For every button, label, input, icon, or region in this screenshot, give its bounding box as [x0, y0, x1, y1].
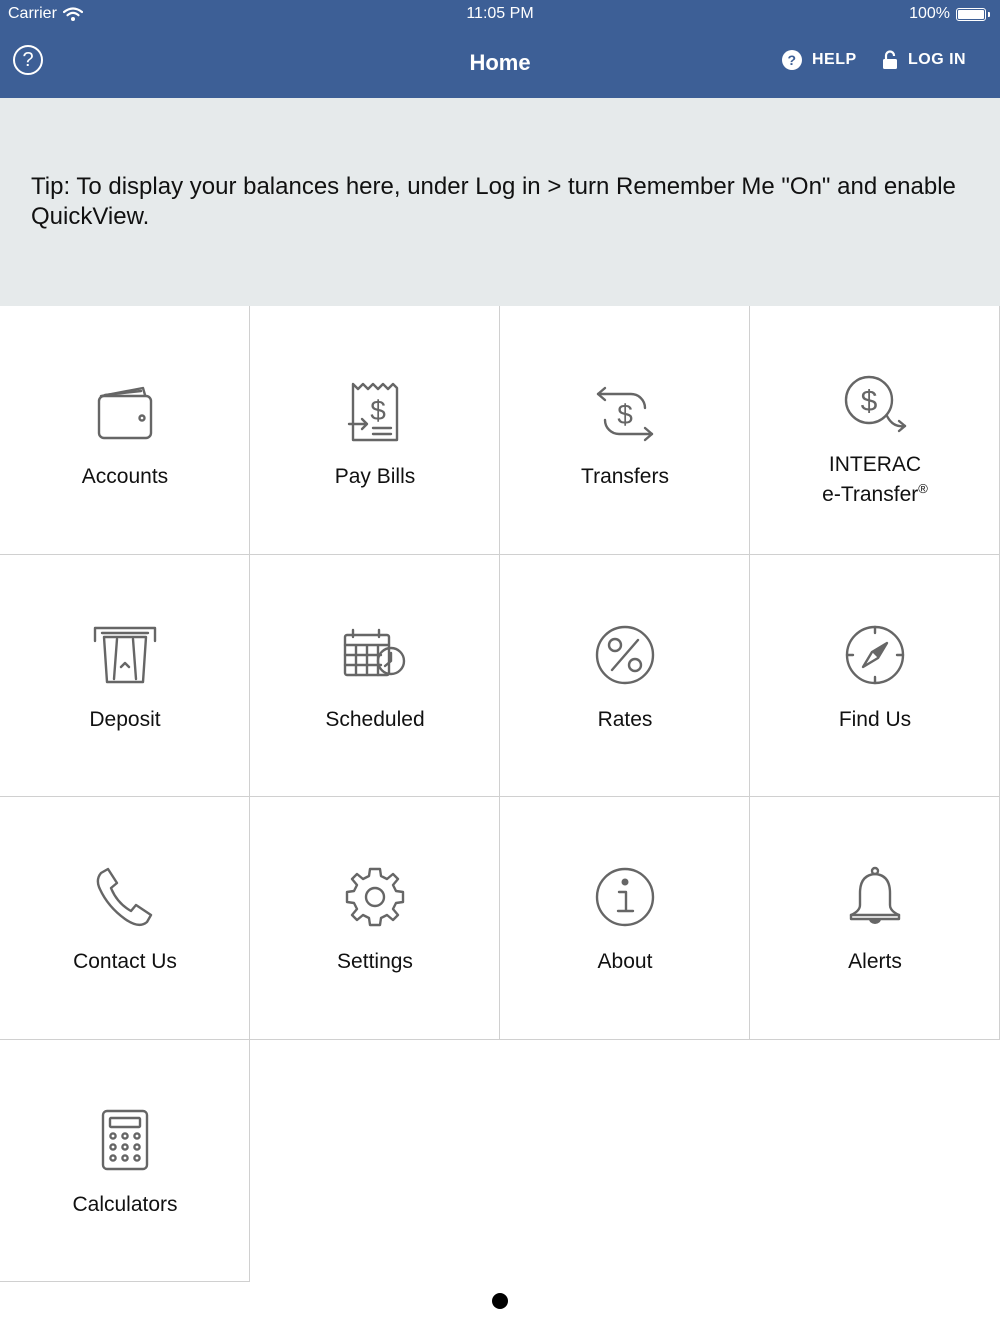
registered-mark: ®: [918, 481, 928, 496]
tile-transfers[interactable]: [500, 306, 750, 555]
tile-alerts[interactable]: [750, 797, 1000, 1040]
cheque-deposit-icon: [91, 623, 159, 687]
tile-interac-etransfer[interactable]: [750, 306, 1000, 555]
tile-deposit[interactable]: [0, 555, 250, 797]
calendar-clock-icon: [341, 623, 409, 685]
tile-calculators[interactable]: [0, 1040, 250, 1282]
help-button[interactable]: [782, 50, 857, 70]
tile-find-us[interactable]: [750, 555, 1000, 797]
battery-indicator: [909, 5, 990, 23]
help-label: HELP: [812, 51, 857, 68]
dollar-send-icon: [841, 370, 909, 434]
gear-icon: [343, 865, 407, 929]
login-label: LOG IN: [908, 51, 967, 68]
tile-label-line2: e-Transfer: [822, 483, 919, 506]
percent-icon: [593, 623, 657, 687]
navigation-bar: [0, 28, 1000, 98]
status-time: 11:05 PM: [466, 5, 534, 22]
bill-receipt-icon: [345, 380, 405, 446]
tip-panel: [0, 98, 1000, 306]
transfer-dollar-icon: [593, 380, 657, 444]
svg-text:$: $: [370, 395, 386, 426]
tile-label: Rates: [597, 708, 653, 731]
compass-icon: [843, 623, 907, 687]
tile-pay-bills[interactable]: [250, 306, 500, 555]
carrier-label: Carrier: [8, 5, 57, 22]
tile-settings[interactable]: [250, 797, 500, 1040]
tile-label: Settings: [337, 950, 413, 973]
tile-contact-us[interactable]: [0, 797, 250, 1040]
tile-scheduled[interactable]: [250, 555, 500, 797]
login-button[interactable]: [882, 50, 966, 70]
tile-label: Calculators: [72, 1193, 178, 1216]
tile-label: Find Us: [838, 708, 912, 731]
tile-label: Deposit: [89, 708, 161, 731]
svg-text:$: $: [617, 399, 633, 430]
tile-label: Scheduled: [325, 708, 425, 731]
tile-label: Pay Bills: [334, 465, 416, 488]
info-icon: [593, 865, 657, 929]
phone-icon: [93, 865, 157, 929]
help-icon: ?: [782, 50, 802, 70]
battery-icon: [956, 8, 986, 21]
tile-label-line1: INTERAC: [828, 453, 922, 476]
tile-rates[interactable]: [500, 555, 750, 797]
tile-label: Alerts: [848, 950, 902, 973]
lock-icon: [882, 50, 898, 70]
svg-text:$: $: [860, 385, 878, 418]
tile-label: Contact Us: [73, 950, 177, 973]
tile-accounts[interactable]: [0, 306, 250, 555]
bell-icon: [845, 865, 905, 929]
tile-label: Accounts: [81, 465, 169, 488]
page-indicator-dot[interactable]: [492, 1293, 508, 1309]
tile-about[interactable]: [500, 797, 750, 1040]
status-bar: [0, 0, 1000, 28]
tile-label: [750, 453, 1000, 507]
wallet-icon: [95, 380, 155, 444]
tile-label: About: [597, 950, 653, 973]
question-circle-icon[interactable]: ?: [13, 45, 43, 75]
tip-text: Tip: To display your balances here, under Log in > turn Remember Me "On" and enable QuickView.: [31, 173, 956, 230]
page-title: Home: [469, 50, 531, 75]
battery-percent: 100%: [909, 5, 950, 22]
calculator-icon: [99, 1108, 151, 1172]
battery-cap: [988, 12, 990, 17]
tile-label: Transfers: [581, 465, 669, 488]
